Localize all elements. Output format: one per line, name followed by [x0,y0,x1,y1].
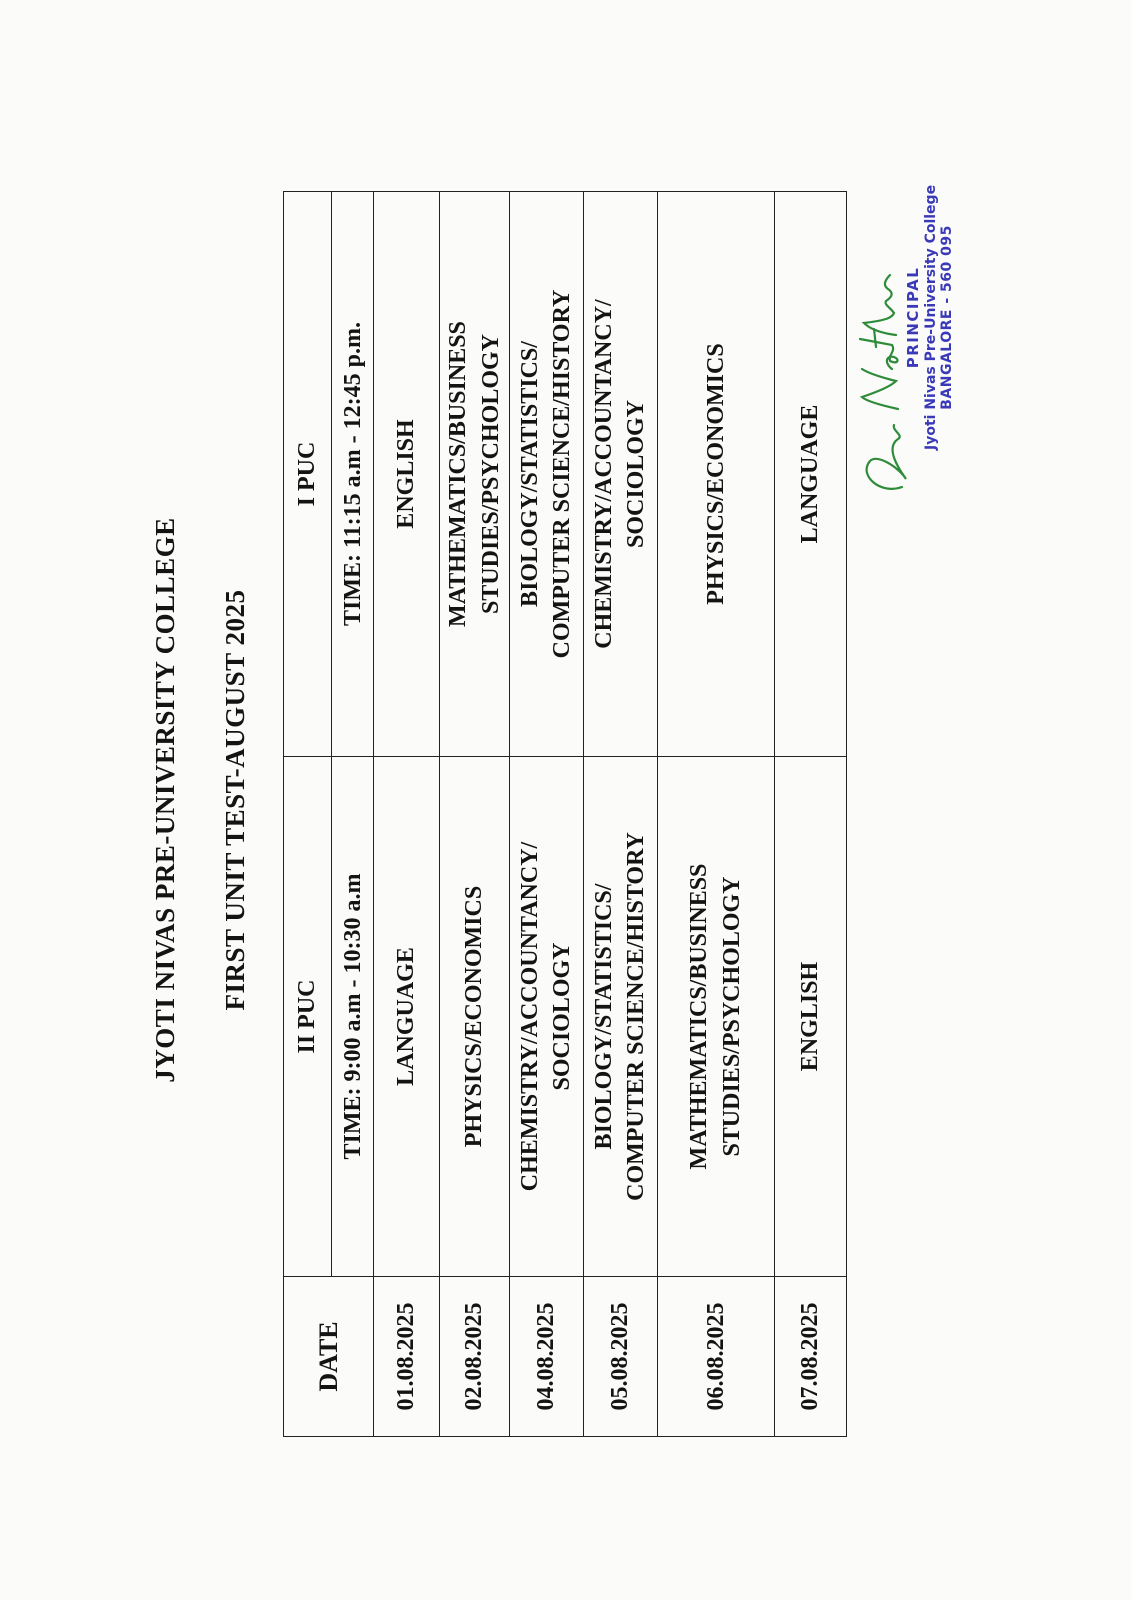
table-time-row [332,192,374,1437]
table-row [439,192,509,1437]
second-puc-subject [774,757,846,1277]
subject-line-1: LANGUAGE [393,947,420,1086]
exam-title: FIRST UNIT TEST-AUGUST 2025 [220,589,250,1011]
subject-line-2: STUDIES/PSYCHOLOGY [718,876,745,1157]
college-title: JYOTI NIVAS PRE-UNIVERSITY COLLEGE [150,517,180,1083]
subject-line-2: SOCIOLOGY [549,942,576,1091]
subject-line-1: MATHEMATICS/BUSINESS [686,863,713,1170]
subject-line-1: CHEMISTRY/ACCOUNTANCY/ [590,299,617,649]
first-puc-subject [657,192,774,757]
subject-line-1: CHEMISTRY/ACCOUNTANCY/ [516,841,543,1192]
exam-timetable [283,191,847,1437]
first-puc-subject [774,192,846,757]
second-puc-subject [439,757,509,1277]
date-cell: 02.08.2025 [439,1277,509,1437]
date-cell: 06.08.2025 [657,1277,774,1437]
second-puc-time: TIME: 9:00 a.m - 10:30 a.m [332,757,374,1277]
stamp-title: PRINCIPAL [904,266,922,369]
second-puc-subject [583,757,657,1277]
subject-line-2: STUDIES/PSYCHOLOGY [477,333,504,615]
first-puc-header: I PUC [284,192,332,757]
first-puc-subject [510,192,583,757]
date-cell: 01.08.2025 [374,1277,439,1437]
subject-line-1: BIOLOGY/STATISTICS/ [516,341,543,607]
date-cell: 04.08.2025 [510,1277,583,1437]
subject-line-2: COMPUTER SCIENCE/HISTORY [549,289,576,659]
table-row [374,192,439,1437]
stamp-address: BANGALORE - 560 095 [939,225,956,410]
table-row [657,192,774,1437]
subject-line-1: MATHEMATICS/BUSINESS [445,321,472,627]
subject-line-1: PHYSICS/ECONOMICS [461,885,488,1148]
table-row [510,192,583,1437]
first-puc-subject [439,192,509,757]
table-header-row [284,192,332,1437]
first-puc-time: TIME: 11:15 a.m - 12:45 p.m. [332,192,374,757]
stamp-institution: Jyoti Nivas Pre-University College [922,184,939,450]
subject-line-1: PHYSICS/ECONOMICS [702,343,729,605]
subject-line-1: ENGLISH [797,961,824,1072]
subject-line-1: ENGLISH [393,419,420,529]
second-puc-header: II PUC [284,757,332,1277]
second-puc-subject [510,757,583,1277]
second-puc-subject [374,757,439,1277]
subject-line-1: LANGUAGE [797,404,824,544]
subject-line-2: COMPUTER SCIENCE/HISTORY [623,832,650,1201]
table-row [583,192,657,1437]
date-cell: 05.08.2025 [583,1277,657,1437]
second-puc-subject [657,757,774,1277]
date-cell: 07.08.2025 [774,1277,846,1437]
first-puc-subject [374,192,439,757]
principal-stamp [905,185,956,450]
table-row [774,192,846,1437]
first-puc-subject [583,192,657,757]
date-header: DATE [284,1277,374,1437]
subject-line-2: SOCIOLOGY [623,399,650,549]
subject-line-1: BIOLOGY/STATISTICS/ [590,883,617,1150]
